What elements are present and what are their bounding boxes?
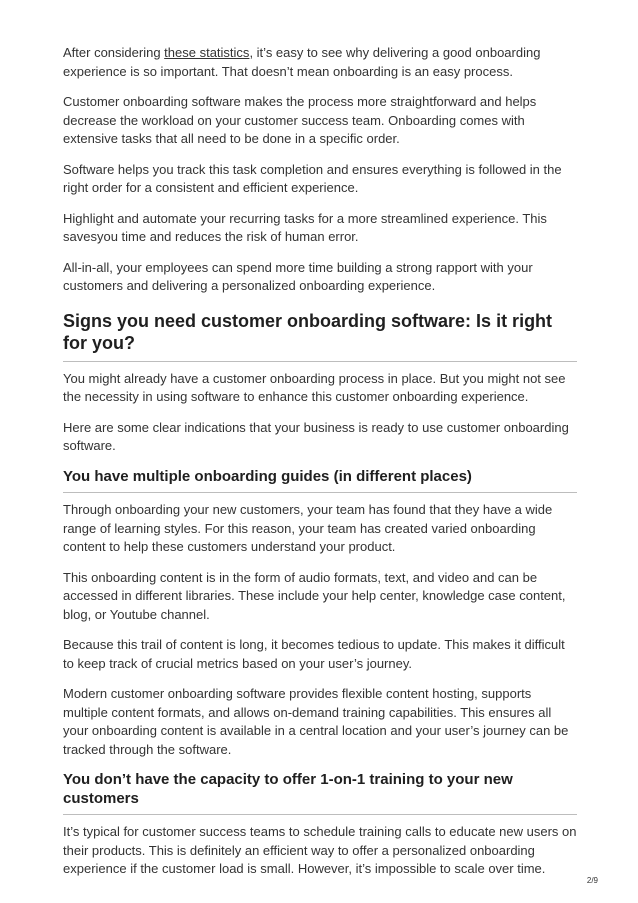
guides-paragraph-1: Through onboarding your new customers, your team has found that they have a wide range of learning styles. For this reason, your team has created varied onboarding content to help these customers understand your product. xyxy=(63,502,553,554)
intro-paragraph-4: Highlight and automate your recurring tasks for a more streamlined experience. This savesyou time and reduces the risk of human error. xyxy=(63,210,547,244)
intro-paragraph-1-rest: , it’s easy to see why delivering a good onboarding experience is so important. That doesn’t mean onboarding is an easy process. xyxy=(63,45,541,79)
document-page xyxy=(63,44,577,891)
intro-paragraph-1-lead: After considering xyxy=(63,45,165,60)
training-paragraph-1: It’s typical for customer success teams to schedule training calls to educate new users on their products. This is definitely an efficient way to offer a personalized onboarding experience if the customer load is small. However, it’s impossible to scale over time. xyxy=(63,824,577,876)
intro-paragraph-1 xyxy=(63,44,577,81)
intro-paragraph-3: Software helps you track this task completion and ensures everything is followed in the right order for a consistent and efficient experience. xyxy=(63,161,562,195)
statistics-link[interactable]: these statistics xyxy=(164,45,250,60)
guides-paragraph-4: Modern customer onboarding software provides flexible content hosting, supports multiple content formats, and allows on-demand training capabilities. This ensures all your onboarding content is available in a central location and your user’s journey can be tracked through the software. xyxy=(63,686,569,757)
signs-paragraph-1: You might already have a customer onboarding process in place. But you might not see the necessity in using software to enhance this customer onboarding experience. xyxy=(63,370,566,404)
guides-paragraph-3: Because this trail of content is long, it becomes tedious to update. This makes it difficult to keep track of crucial metrics based on your user’s journey. xyxy=(63,637,565,671)
intro-paragraph-5: All-in-all, your employees can spend more time building a strong rapport with your customers and delivering a personalized onboarding experience. xyxy=(63,259,533,293)
signs-section-heading: Signs you need customer onboarding software: Is it right for you? xyxy=(63,310,577,362)
intro-paragraph-2: Customer onboarding software makes the process more straightforward and helps decrease the workload on your customer success team. Onboarding comes with extensive tasks that all need to be done in a specific order. xyxy=(63,94,537,146)
signs-paragraph-2: Here are some clear indications that your business is ready to use customer onboarding software. xyxy=(63,419,569,453)
page-number: 2/9 xyxy=(586,876,598,885)
guides-section-heading: You have multiple onboarding guides (in different places) xyxy=(63,468,577,494)
training-section-heading: You don’t have the capacity to offer 1-on-1 training to your new customers xyxy=(63,771,577,815)
guides-paragraph-2: This onboarding content is in the form of audio formats, text, and video and can be accessed in different libraries. These include your help center, knowledge case content, blog, or Youtube channel. xyxy=(63,569,566,622)
